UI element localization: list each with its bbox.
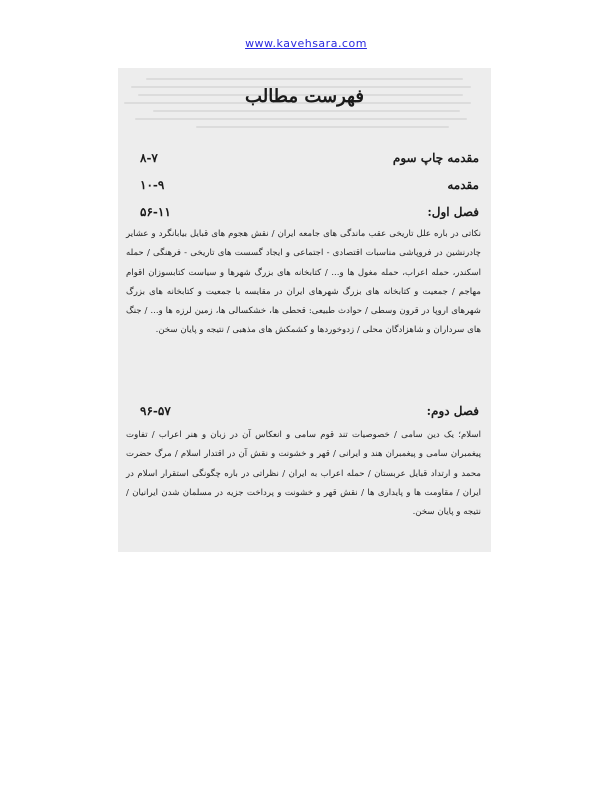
toc-entry-label: مقدمه: [447, 178, 479, 192]
toc-entry-pages: ۱۰-۹: [140, 178, 165, 192]
toc-entry-label: مقدمه چاپ سوم: [392, 151, 479, 165]
toc-entry-intro: [132, 175, 479, 195]
chapter-1-summary: نکاتی در باره علل تاریخی عقب ماندگی های جامعه ایران / نقش هجوم های قبایل بیابانگرد و عشایر چادرنشین در فروپاشی مناسبات اقتصادی - اجتماعی و ایجاد گسست های تاریخی - فرهنگی / حمله اسکندر، حمله اعراب، حمله مغول ها و... / کتابخانه های بزرگ شهرها و سیاست کتابسوزان اقوام مهاجم / جمعیت و کتابخانه های بزرگ شهرهای ایران در مقایسه با جمعیت و کتابخانه های بزرگ شهرهای اروپا در قرون وسطی / حوادث طبیعی: قحطی ها، خشکسالی ها، زمین لرزه ها و... / جنگ های سرداران و شاهزادگان محلی / زدوخوردها و کشمکش های مذهبی / نتیجه و پایان سخن.: [126, 229, 481, 336]
scanned-page: [118, 68, 491, 552]
chapter-1-heading: [132, 202, 479, 222]
toc-content: [118, 68, 491, 552]
chapter-2-summary: اسلام؛ یک دین سامی / خصوصیات تند قوم سامی و انعکاس آن در زبان و هنر اعراب / تفاوت پیغمبران سامی و پیغمبران هند و ایرانی / قهر و خشونت و نقش آن در اقتدار اسلام / مرگ حضرت محمد و ارتداد قبایل عربستان / حمله اعراب به ایران / نظراتی در باره چگونگی استقرار اسلام در ایران / مقاومت ها و پایداری ها / نقش قهر و خشونت و پرداخت جزیه در مسلمان شدن ایرانیان / نتیجه و پایان سخن.: [126, 430, 481, 518]
page-title: فهرست مطالب: [245, 86, 364, 107]
chapter-label: فصل دوم:: [426, 404, 479, 418]
chapter-2-heading: [132, 401, 479, 421]
chapter-pages: ۵۶-۱۱: [140, 205, 171, 219]
chapter-pages: ۹۶-۵۷: [140, 404, 171, 418]
chapter-label: فصل اول:: [427, 205, 479, 219]
toc-entry-pages: ۸-۷: [140, 151, 158, 165]
toc-entry-third-edition-intro: [132, 148, 479, 168]
website-link[interactable]: www.kavehsara.com: [245, 37, 367, 50]
